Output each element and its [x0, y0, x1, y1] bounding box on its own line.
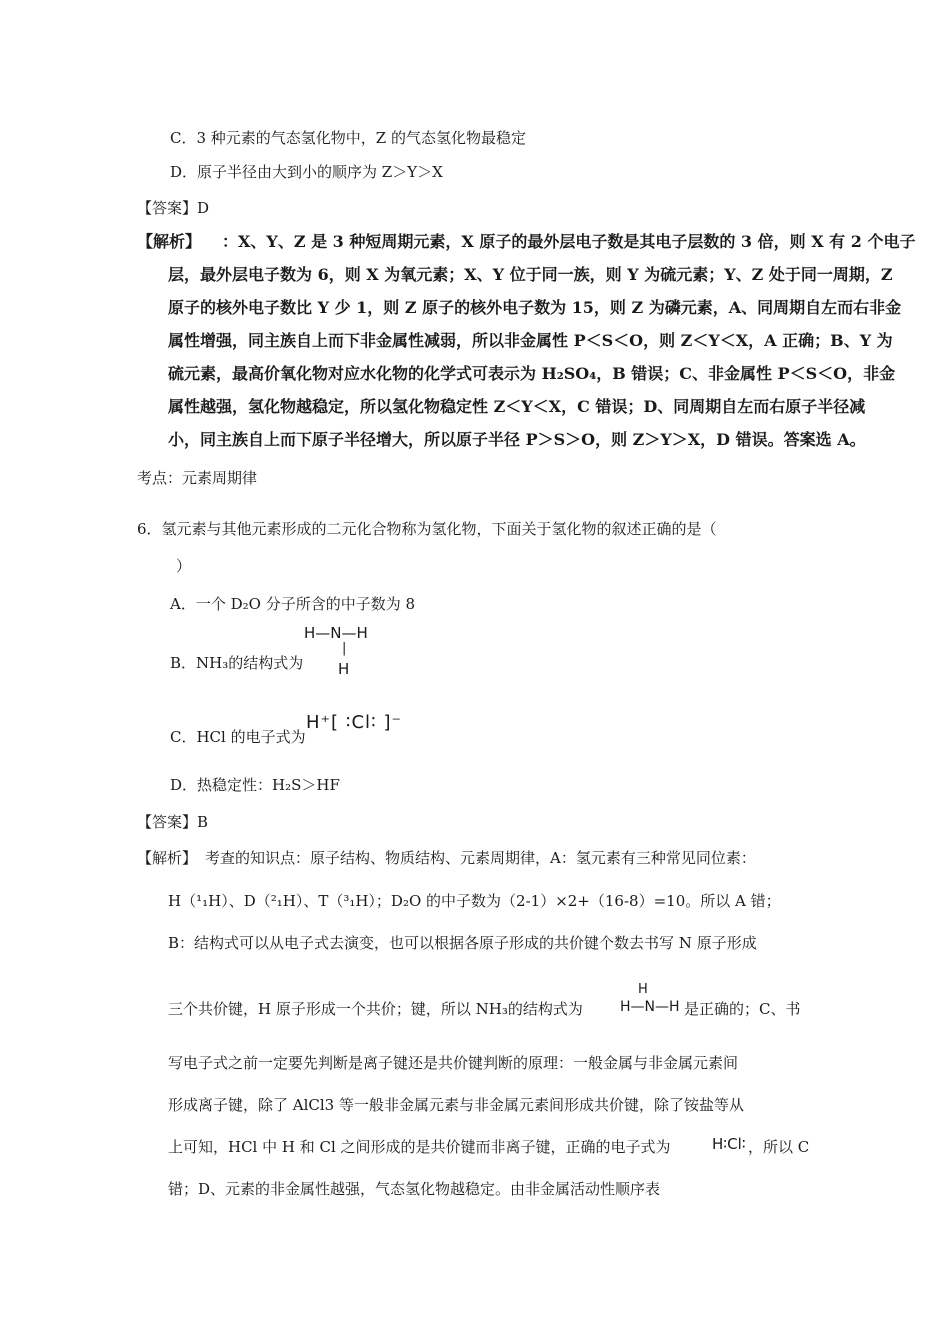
- option-c: C．3 种元素的气态氢化物中，Z 的气态氢化物最稳定: [170, 129, 526, 147]
- option-d-q6: D．热稳定性：H₂S＞HF: [170, 776, 340, 794]
- analysis-line: 形成离子键，除了 AlCl3 等一般非金属元素与非金属元素间形成共价键，除了铵盐等从: [168, 1096, 744, 1114]
- option-a: A．一个 D₂O 分子所含的中子数为 8: [170, 595, 416, 613]
- analysis-line: 硫元素，最高价氧化物对应水化物的化学式可表示为 H₂SO₄，B 错误；C、非金属性 P＜S＜O，非金: [168, 364, 896, 383]
- kaodian: 考点：元素周期律: [137, 469, 258, 487]
- analysis-line: 属性增强，同主族自上而下非金属性减弱，所以非金属性 P＜S＜O，则 Z＜Y＜X，A 正确；B、Y 为: [168, 331, 893, 350]
- option-c-q6: C．HCl 的电子式为: [170, 728, 306, 746]
- analysis-line: ：X、Y、Z 是 3 种短周期元素，X 原子的最外层电子数是其电子层数的 3 倍，则 X 有 2 个电子: [222, 232, 916, 251]
- analysis-label: 【解析】: [137, 232, 202, 251]
- analysis-label-q6: 【解析】: [137, 849, 198, 867]
- nh3-structure-bar: |: [342, 641, 347, 656]
- nh3-inline-structure: H—N—H: [620, 999, 680, 1015]
- nh3-structure-top: H—N—H: [304, 624, 368, 642]
- analysis-line: 属性越强，氢化物越稳定，所以氢化物稳定性 Z＜Y＜X，C 错误；D、同周期自左而右原子半径减: [168, 397, 866, 416]
- answer: 【答案】D: [137, 199, 210, 217]
- analysis-line: 是正确的；C、书: [684, 1000, 801, 1018]
- question-stem-end: ）: [176, 557, 192, 575]
- hcl-covalent-formula: H∶Cl∶: [712, 1135, 746, 1153]
- answer-q6: 【答案】B: [137, 813, 209, 831]
- option-b: B．NH₃的结构式为: [170, 654, 304, 672]
- analysis-line: B：结构式可以从电子式去演变，也可以根据各原子形成的共价键个数去书写 N 原子形成: [168, 934, 757, 952]
- analysis-line: 三个共价键，H 原子形成一个共价；键，所以 NH₃的结构式为: [168, 1000, 583, 1018]
- analysis-line: 写电子式之前一定要先判断是离子键还是共价键判断的原理：一般金属与非金属元素间: [168, 1054, 739, 1072]
- analysis-line: 上可知，HCl 中 H 和 Cl 之间形成的是共价键而非离子键，正确的电子式为: [168, 1138, 671, 1156]
- analysis-line: 错；D、元素的非金属性越强，气态氢化物越稳定。由非金属活动性顺序表: [168, 1180, 661, 1198]
- hcl-ionic-formula: H⁺[ ∶Cl∶ ]⁻: [306, 712, 402, 733]
- analysis-line: 原子的核外电子数比 Y 少 1，则 Z 原子的核外电子数为 15，则 Z 为磷元素，A、同周期自左而右非金: [168, 298, 902, 317]
- analysis-line: 考查的知识点：原子结构、物质结构、元素周期律，A：氢元素有三种常见同位素：: [205, 849, 756, 867]
- option-d: D．原子半径由大到小的顺序为 Z＞Y＞X: [170, 163, 443, 181]
- nh3-inline-top: H: [638, 982, 648, 997]
- analysis-line: H（¹₁H）、D（²₁H）、T（³₁H）；D₂O 的中子数为（2-1）×2+（16-8）=10。所以 A 错；: [168, 892, 781, 910]
- analysis-line: 小，同主族自上而下原子半径增大，所以原子半径 P＞S＞O，则 Z＞Y＞X，D 错误。答案选 A。: [168, 430, 866, 449]
- question-stem: 6．氢元素与其他元素形成的二元化合物称为氢化物，下面关于氢化物的叙述正确的是（: [137, 520, 717, 538]
- analysis-line: ，所以 C: [748, 1138, 810, 1156]
- analysis-line: 层，最外层电子数为 6，则 X 为氧元素；X、Y 位于同一族，则 Y 为硫元素；Y、Z 处于同一周期，Z: [168, 265, 893, 284]
- nh3-structure-bottom: H: [338, 660, 350, 678]
